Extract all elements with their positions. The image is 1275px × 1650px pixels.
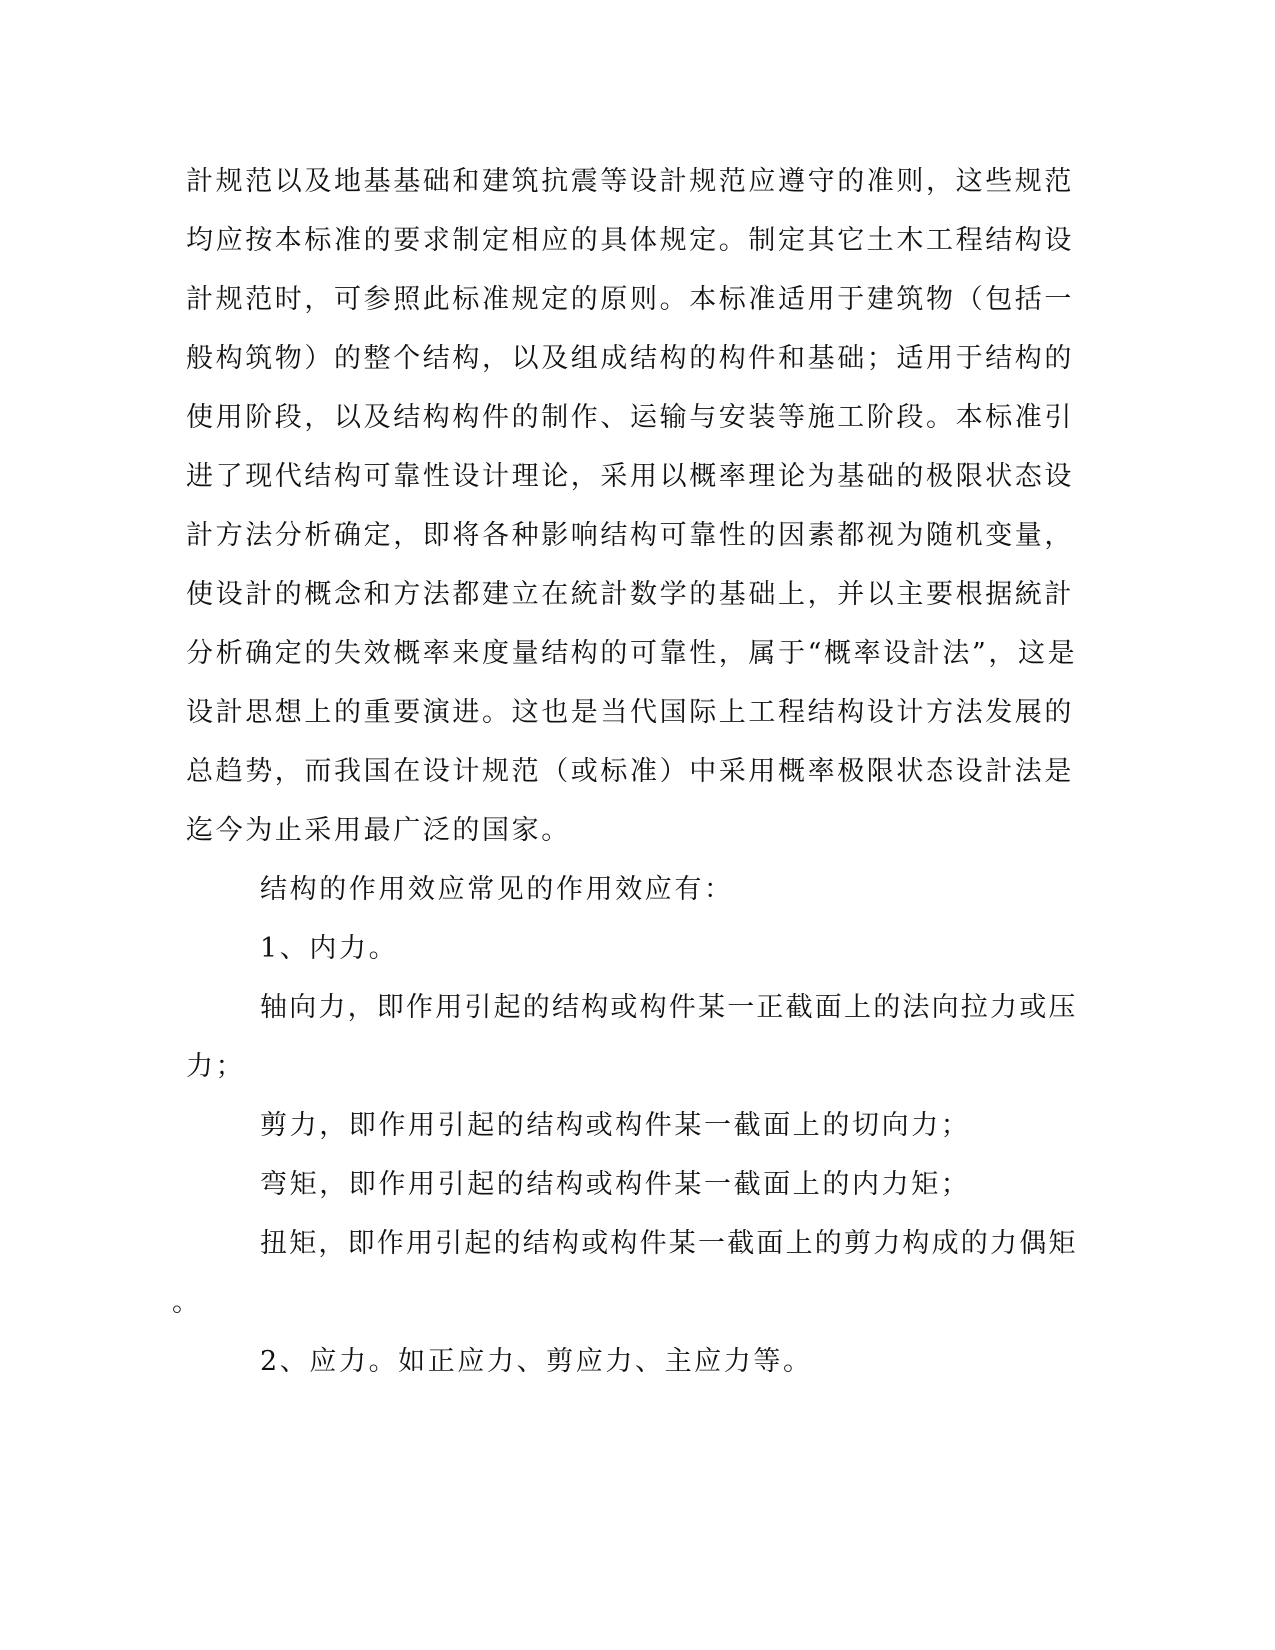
bending-moment: 弯矩，即作用引起的结构或构件某一截面上的内力矩； bbox=[260, 1169, 971, 1200]
axial-force-line-2: 力； bbox=[186, 1051, 246, 1082]
shear-force: 剪力，即作用引起的结构或构件某一截面上的切向力； bbox=[260, 1110, 971, 1141]
torque-line-1: 扭矩，即作用引起的结构或构件某一截面上的剪力构成的力偶矩 bbox=[260, 1228, 1078, 1259]
torque-line-2: 。 bbox=[172, 1287, 202, 1318]
paragraph-line-7: 計方法分析确定，即将各种影响结构可靠性的因素都视为随机变量， bbox=[186, 520, 1074, 551]
paragraph-line-1: 計规范以及地基基础和建筑抗震等设計规范应遵守的准则，这些规范 bbox=[186, 166, 1074, 197]
paragraph-line-9: 分析确定的失效概率来度量结构的可靠性，属于“概率设計法”，这是 bbox=[186, 638, 1078, 669]
item-1-title: 1、内力。 bbox=[260, 933, 399, 964]
paragraph-line-3: 計规范时，可参照此标准规定的原则。本标准适用于建筑物（包括一 bbox=[186, 284, 1074, 315]
paragraph-line-12: 迄今为止采用最广泛的国家。 bbox=[186, 815, 571, 846]
axial-force-line-1: 轴向力，即作用引起的结构或构件某一正截面上的法向拉力或压 bbox=[260, 992, 1078, 1023]
paragraph-line-2: 均应按本标准的要求制定相应的具体规定。制定其它土木工程结构设 bbox=[186, 225, 1074, 256]
paragraph-line-4: 般构筑物）的整个结构，以及组成结构的构件和基础；适用于结构的 bbox=[186, 343, 1074, 374]
item-2: 2、应力。如正应力、剪应力、主应力等。 bbox=[260, 1346, 813, 1377]
effects-intro: 结构的作用效应常见的作用效应有： bbox=[260, 874, 734, 905]
paragraph-line-5: 使用阶段，以及结构构件的制作、运输与安装等施工阶段。本标准引 bbox=[186, 402, 1074, 433]
paragraph-line-6: 进了现代结构可靠性设计理论，采用以概率理论为基础的极限状态设 bbox=[186, 461, 1074, 492]
paragraph-line-10: 设計思想上的重要演进。这也是当代国际上工程结构设计方法发展的 bbox=[186, 697, 1074, 728]
paragraph-line-11: 总趋势，而我国在设计规范（或标准）中采用概率极限状态设計法是 bbox=[186, 756, 1074, 787]
paragraph-line-8: 使设計的概念和方法都建立在統計数学的基础上，并以主要根据統計 bbox=[186, 579, 1074, 610]
